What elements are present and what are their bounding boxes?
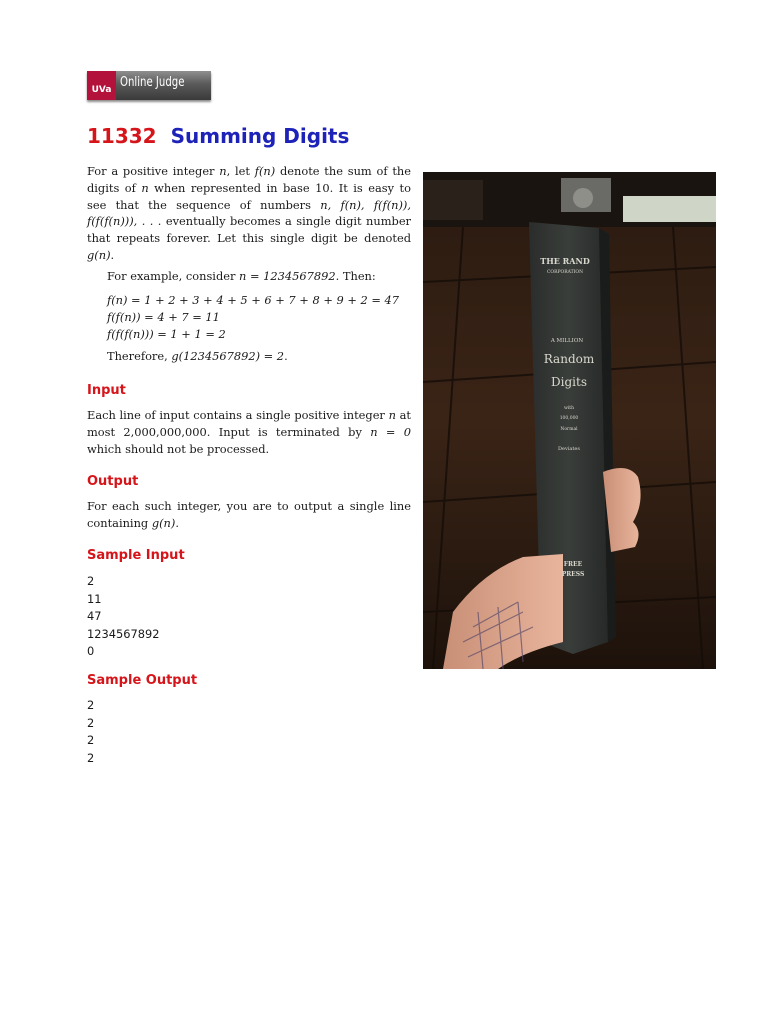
- example-equations: [107, 292, 417, 342]
- spine-line-free: FREE: [563, 561, 583, 568]
- spine-line-deviates: Deviates: [558, 446, 580, 452]
- logo-text: Online Judge: [120, 75, 185, 90]
- spine-line-digits: Digits: [551, 375, 587, 389]
- example-paragraph: For example, consider n = 1234567892. Then:: [107, 269, 376, 283]
- spine-line-a-million: A MILLION: [550, 338, 584, 344]
- spine-line-corporation: CORPORATION: [546, 270, 584, 275]
- sample-output-line: 2: [87, 750, 95, 765]
- input-heading: Input: [87, 383, 126, 398]
- speaker-icon: [573, 188, 593, 208]
- output-heading: Output: [87, 474, 139, 489]
- spine-line-with: with: [564, 406, 574, 411]
- sample-output-line: 2: [87, 733, 95, 748]
- equation-2: f(f(n)) = 4 + 7 = 11: [107, 309, 220, 324]
- problem-title: [87, 124, 349, 148]
- sample-input-block: [87, 573, 159, 661]
- output-description: For each such integer, you are to output a single line containing g(n).: [87, 499, 411, 530]
- spine-line-the-rand: THE RAND: [540, 256, 590, 266]
- uva-logo-mark: UVa: [87, 71, 116, 100]
- spine-line-100000: 100,000: [559, 416, 579, 421]
- sample-input-line: 47: [87, 609, 102, 624]
- background-furniture: [423, 180, 483, 220]
- spine-line-random: Random: [543, 352, 595, 366]
- sample-output-line: 2: [87, 698, 95, 712]
- background-door: [623, 196, 716, 222]
- problem-name: Summing Digits: [170, 124, 350, 148]
- sample-input-line: 11: [87, 591, 102, 606]
- equation-1: f(n) = 1 + 2 + 3 + 4 + 5 + 6 + 7 + 8 + 9 + 2 = 47: [107, 293, 400, 307]
- sample-output-line: 2: [87, 715, 95, 730]
- intro-paragraph: For a positive integer n, let f(n) denote the sum of the digits of n when represented in base 10. It is easy to see that the sequence of numbers n, f(n), f(f(n)), f(f(f(n))), . . . eventually becomes a single digit number that repeats forever. Let this single digit be denoted g(n).: [87, 164, 412, 262]
- input-description: Each line of input contains a single positive integer n at most 2,000,000,000. Input is terminated by n = 0 which should not be processed.: [87, 408, 411, 456]
- sample-input-heading: Sample Input: [87, 548, 185, 563]
- sample-input-line: 1234567892: [87, 626, 160, 641]
- problem-number: 11332: [87, 124, 157, 148]
- random-digits-book-photo: [423, 172, 716, 669]
- sample-output-heading: Sample Output: [87, 673, 198, 688]
- sample-input-line: 2: [87, 574, 95, 588]
- online-judge-logo[interactable]: [87, 71, 211, 100]
- equation-3: f(f(f(n))) = 1 + 1 = 2: [107, 326, 226, 341]
- spine-line-press: PRESS: [561, 571, 585, 578]
- spine-line-normal: Normal: [560, 427, 578, 432]
- sample-input-line: 0: [87, 644, 95, 659]
- sample-output-block: [87, 697, 94, 767]
- therefore-paragraph: Therefore, g(1234567892) = 2.: [107, 349, 288, 363]
